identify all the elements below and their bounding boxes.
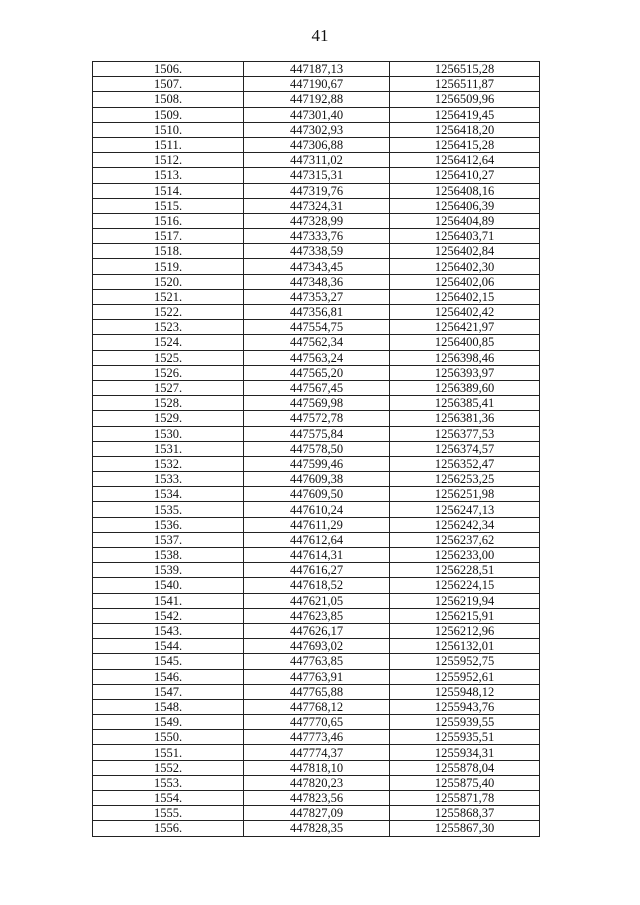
x-coordinate-cell: 447610,24 — [244, 502, 390, 517]
table-row — [93, 62, 540, 77]
point-number-cell: 1519. — [93, 259, 244, 274]
table-row — [93, 259, 540, 274]
y-coordinate-cell: 1256412,64 — [390, 153, 540, 168]
point-number-cell: 1540. — [93, 578, 244, 593]
x-coordinate-cell: 447353,27 — [244, 289, 390, 304]
x-coordinate-cell: 447770,65 — [244, 715, 390, 730]
y-coordinate-cell: 1256377,53 — [390, 426, 540, 441]
table-row — [93, 153, 540, 168]
y-coordinate-cell: 1256352,47 — [390, 456, 540, 471]
table-row — [93, 760, 540, 775]
y-coordinate-cell: 1255934,31 — [390, 745, 540, 760]
point-number-cell: 1548. — [93, 699, 244, 714]
point-number-cell: 1526. — [93, 365, 244, 380]
table-row — [93, 456, 540, 471]
point-number-cell: 1547. — [93, 684, 244, 699]
x-coordinate-cell: 447823,56 — [244, 791, 390, 806]
x-coordinate-cell: 447611,29 — [244, 517, 390, 532]
x-coordinate-cell: 447348,36 — [244, 274, 390, 289]
x-coordinate-cell: 447315,31 — [244, 168, 390, 183]
point-number-cell: 1524. — [93, 335, 244, 350]
point-number-cell: 1537. — [93, 532, 244, 547]
y-coordinate-cell: 1256419,45 — [390, 107, 540, 122]
table-row — [93, 791, 540, 806]
x-coordinate-cell: 447301,40 — [244, 107, 390, 122]
point-number-cell: 1508. — [93, 92, 244, 107]
point-number-cell: 1506. — [93, 62, 244, 77]
x-coordinate-cell: 447578,50 — [244, 441, 390, 456]
point-number-cell: 1538. — [93, 548, 244, 563]
y-coordinate-cell: 1256219,94 — [390, 593, 540, 608]
point-number-cell: 1543. — [93, 623, 244, 638]
x-coordinate-cell: 447324,31 — [244, 198, 390, 213]
x-coordinate-cell: 447618,52 — [244, 578, 390, 593]
x-coordinate-cell: 447621,05 — [244, 593, 390, 608]
point-number-cell: 1532. — [93, 456, 244, 471]
y-coordinate-cell: 1256402,84 — [390, 244, 540, 259]
point-number-cell: 1520. — [93, 274, 244, 289]
table-row — [93, 320, 540, 335]
y-coordinate-cell: 1256242,34 — [390, 517, 540, 532]
y-coordinate-cell: 1256515,28 — [390, 62, 540, 77]
point-number-cell: 1521. — [93, 289, 244, 304]
x-coordinate-cell: 447827,09 — [244, 806, 390, 821]
x-coordinate-cell: 447333,76 — [244, 229, 390, 244]
point-number-cell: 1542. — [93, 608, 244, 623]
y-coordinate-cell: 1256511,87 — [390, 77, 540, 92]
table-row — [93, 122, 540, 137]
point-number-cell: 1527. — [93, 380, 244, 395]
y-coordinate-cell: 1255952,75 — [390, 654, 540, 669]
table-row — [93, 775, 540, 790]
x-coordinate-cell: 447818,10 — [244, 760, 390, 775]
table-row — [93, 532, 540, 547]
table-row — [93, 502, 540, 517]
table-row — [93, 77, 540, 92]
point-number-cell: 1539. — [93, 563, 244, 578]
x-coordinate-cell: 447187,13 — [244, 62, 390, 77]
x-coordinate-cell: 447343,45 — [244, 259, 390, 274]
y-coordinate-cell: 1256385,41 — [390, 396, 540, 411]
table-row — [93, 411, 540, 426]
point-number-cell: 1525. — [93, 350, 244, 365]
x-coordinate-cell: 447616,27 — [244, 563, 390, 578]
point-number-cell: 1550. — [93, 730, 244, 745]
y-coordinate-cell: 1256403,71 — [390, 229, 540, 244]
y-coordinate-cell: 1256421,97 — [390, 320, 540, 335]
x-coordinate-cell: 447599,46 — [244, 456, 390, 471]
table-row — [93, 350, 540, 365]
y-coordinate-cell: 1255948,12 — [390, 684, 540, 699]
table-row — [93, 92, 540, 107]
table-row — [93, 623, 540, 638]
x-coordinate-cell: 447302,93 — [244, 122, 390, 137]
x-coordinate-cell: 447565,20 — [244, 365, 390, 380]
table-row — [93, 654, 540, 669]
table-row — [93, 229, 540, 244]
table-row — [93, 639, 540, 654]
point-number-cell: 1523. — [93, 320, 244, 335]
point-number-cell: 1507. — [93, 77, 244, 92]
table-row — [93, 305, 540, 320]
point-number-cell: 1518. — [93, 244, 244, 259]
point-number-cell: 1513. — [93, 168, 244, 183]
y-coordinate-cell: 1256224,15 — [390, 578, 540, 593]
x-coordinate-cell: 447623,85 — [244, 608, 390, 623]
y-coordinate-cell: 1256408,16 — [390, 183, 540, 198]
table-row — [93, 548, 540, 563]
x-coordinate-cell: 447768,12 — [244, 699, 390, 714]
point-number-cell: 1544. — [93, 639, 244, 654]
x-coordinate-cell: 447763,85 — [244, 654, 390, 669]
table-row — [93, 821, 540, 836]
point-number-cell: 1555. — [93, 806, 244, 821]
point-number-cell: 1522. — [93, 305, 244, 320]
y-coordinate-cell: 1256410,27 — [390, 168, 540, 183]
y-coordinate-cell: 1256402,30 — [390, 259, 540, 274]
point-number-cell: 1556. — [93, 821, 244, 836]
y-coordinate-cell: 1256389,60 — [390, 380, 540, 395]
x-coordinate-cell: 447820,23 — [244, 775, 390, 790]
table-row — [93, 274, 540, 289]
y-coordinate-cell: 1256402,06 — [390, 274, 540, 289]
y-coordinate-cell: 1256233,00 — [390, 548, 540, 563]
table-row — [93, 578, 540, 593]
point-number-cell: 1512. — [93, 153, 244, 168]
y-coordinate-cell: 1256400,85 — [390, 335, 540, 350]
y-coordinate-cell: 1255868,37 — [390, 806, 540, 821]
x-coordinate-cell: 447356,81 — [244, 305, 390, 320]
x-coordinate-cell: 447562,34 — [244, 335, 390, 350]
table-row — [93, 183, 540, 198]
table-row — [93, 198, 540, 213]
table-row — [93, 396, 540, 411]
table-row — [93, 213, 540, 228]
table-row — [93, 715, 540, 730]
point-number-cell: 1510. — [93, 122, 244, 137]
y-coordinate-cell: 1256251,98 — [390, 487, 540, 502]
point-number-cell: 1546. — [93, 669, 244, 684]
point-number-cell: 1515. — [93, 198, 244, 213]
point-number-cell: 1541. — [93, 593, 244, 608]
table-row — [93, 699, 540, 714]
table-row — [93, 107, 540, 122]
x-coordinate-cell: 447609,38 — [244, 472, 390, 487]
y-coordinate-cell: 1255878,04 — [390, 760, 540, 775]
y-coordinate-cell: 1256212,96 — [390, 623, 540, 638]
y-coordinate-cell: 1256398,46 — [390, 350, 540, 365]
table-row — [93, 593, 540, 608]
table-row — [93, 137, 540, 152]
table-row — [93, 289, 540, 304]
x-coordinate-cell: 447328,99 — [244, 213, 390, 228]
point-number-cell: 1553. — [93, 775, 244, 790]
x-coordinate-cell: 447626,17 — [244, 623, 390, 638]
x-coordinate-cell: 447338,59 — [244, 244, 390, 259]
x-coordinate-cell: 447311,02 — [244, 153, 390, 168]
y-coordinate-cell: 1256418,20 — [390, 122, 540, 137]
y-coordinate-cell: 1256381,36 — [390, 411, 540, 426]
y-coordinate-cell: 1256215,91 — [390, 608, 540, 623]
x-coordinate-cell: 447765,88 — [244, 684, 390, 699]
x-coordinate-cell: 447773,46 — [244, 730, 390, 745]
y-coordinate-cell: 1256404,89 — [390, 213, 540, 228]
point-number-cell: 1533. — [93, 472, 244, 487]
y-coordinate-cell: 1256247,13 — [390, 502, 540, 517]
x-coordinate-cell: 447774,37 — [244, 745, 390, 760]
x-coordinate-cell: 447563,24 — [244, 350, 390, 365]
y-coordinate-cell: 1256132,01 — [390, 639, 540, 654]
y-coordinate-cell: 1255875,40 — [390, 775, 540, 790]
point-number-cell: 1536. — [93, 517, 244, 532]
point-number-cell: 1529. — [93, 411, 244, 426]
table-row — [93, 441, 540, 456]
y-coordinate-cell: 1256406,39 — [390, 198, 540, 213]
table-row — [93, 669, 540, 684]
coordinates-table — [92, 61, 540, 837]
point-number-cell: 1549. — [93, 715, 244, 730]
y-coordinate-cell: 1256253,25 — [390, 472, 540, 487]
y-coordinate-cell: 1256415,28 — [390, 137, 540, 152]
point-number-cell: 1554. — [93, 791, 244, 806]
table-row — [93, 244, 540, 259]
y-coordinate-cell: 1255952,61 — [390, 669, 540, 684]
table-row — [93, 745, 540, 760]
point-number-cell: 1530. — [93, 426, 244, 441]
x-coordinate-cell: 447614,31 — [244, 548, 390, 563]
x-coordinate-cell: 447612,64 — [244, 532, 390, 547]
table-row — [93, 365, 540, 380]
table-row — [93, 426, 540, 441]
point-number-cell: 1551. — [93, 745, 244, 760]
point-number-cell: 1531. — [93, 441, 244, 456]
x-coordinate-cell: 447572,78 — [244, 411, 390, 426]
point-number-cell: 1552. — [93, 760, 244, 775]
table-row — [93, 563, 540, 578]
y-coordinate-cell: 1256402,42 — [390, 305, 540, 320]
point-number-cell: 1528. — [93, 396, 244, 411]
x-coordinate-cell: 447609,50 — [244, 487, 390, 502]
x-coordinate-cell: 447763,91 — [244, 669, 390, 684]
x-coordinate-cell: 447569,98 — [244, 396, 390, 411]
point-number-cell: 1509. — [93, 107, 244, 122]
x-coordinate-cell: 447306,88 — [244, 137, 390, 152]
table-row — [93, 487, 540, 502]
table-row — [93, 806, 540, 821]
point-number-cell: 1534. — [93, 487, 244, 502]
x-coordinate-cell: 447693,02 — [244, 639, 390, 654]
y-coordinate-cell: 1256509,96 — [390, 92, 540, 107]
point-number-cell: 1517. — [93, 229, 244, 244]
x-coordinate-cell: 447567,45 — [244, 380, 390, 395]
point-number-cell: 1545. — [93, 654, 244, 669]
y-coordinate-cell: 1255935,51 — [390, 730, 540, 745]
y-coordinate-cell: 1256237,62 — [390, 532, 540, 547]
point-number-cell: 1535. — [93, 502, 244, 517]
y-coordinate-cell: 1256393,97 — [390, 365, 540, 380]
y-coordinate-cell: 1255939,55 — [390, 715, 540, 730]
table-row — [93, 517, 540, 532]
table-row — [93, 608, 540, 623]
x-coordinate-cell: 447554,75 — [244, 320, 390, 335]
coordinates-table-body — [93, 62, 540, 837]
x-coordinate-cell: 447192,88 — [244, 92, 390, 107]
table-row — [93, 684, 540, 699]
table-row — [93, 335, 540, 350]
x-coordinate-cell: 447828,35 — [244, 821, 390, 836]
point-number-cell: 1516. — [93, 213, 244, 228]
x-coordinate-cell: 447319,76 — [244, 183, 390, 198]
point-number-cell: 1511. — [93, 137, 244, 152]
x-coordinate-cell: 447575,84 — [244, 426, 390, 441]
y-coordinate-cell: 1256374,57 — [390, 441, 540, 456]
x-coordinate-cell: 447190,67 — [244, 77, 390, 92]
table-row — [93, 380, 540, 395]
table-row — [93, 472, 540, 487]
table-row — [93, 730, 540, 745]
y-coordinate-cell: 1255871,78 — [390, 791, 540, 806]
page-number: 41 — [311, 26, 329, 45]
table-row — [93, 168, 540, 183]
y-coordinate-cell: 1255867,30 — [390, 821, 540, 836]
y-coordinate-cell: 1256402,15 — [390, 289, 540, 304]
point-number-cell: 1514. — [93, 183, 244, 198]
y-coordinate-cell: 1255943,76 — [390, 699, 540, 714]
y-coordinate-cell: 1256228,51 — [390, 563, 540, 578]
